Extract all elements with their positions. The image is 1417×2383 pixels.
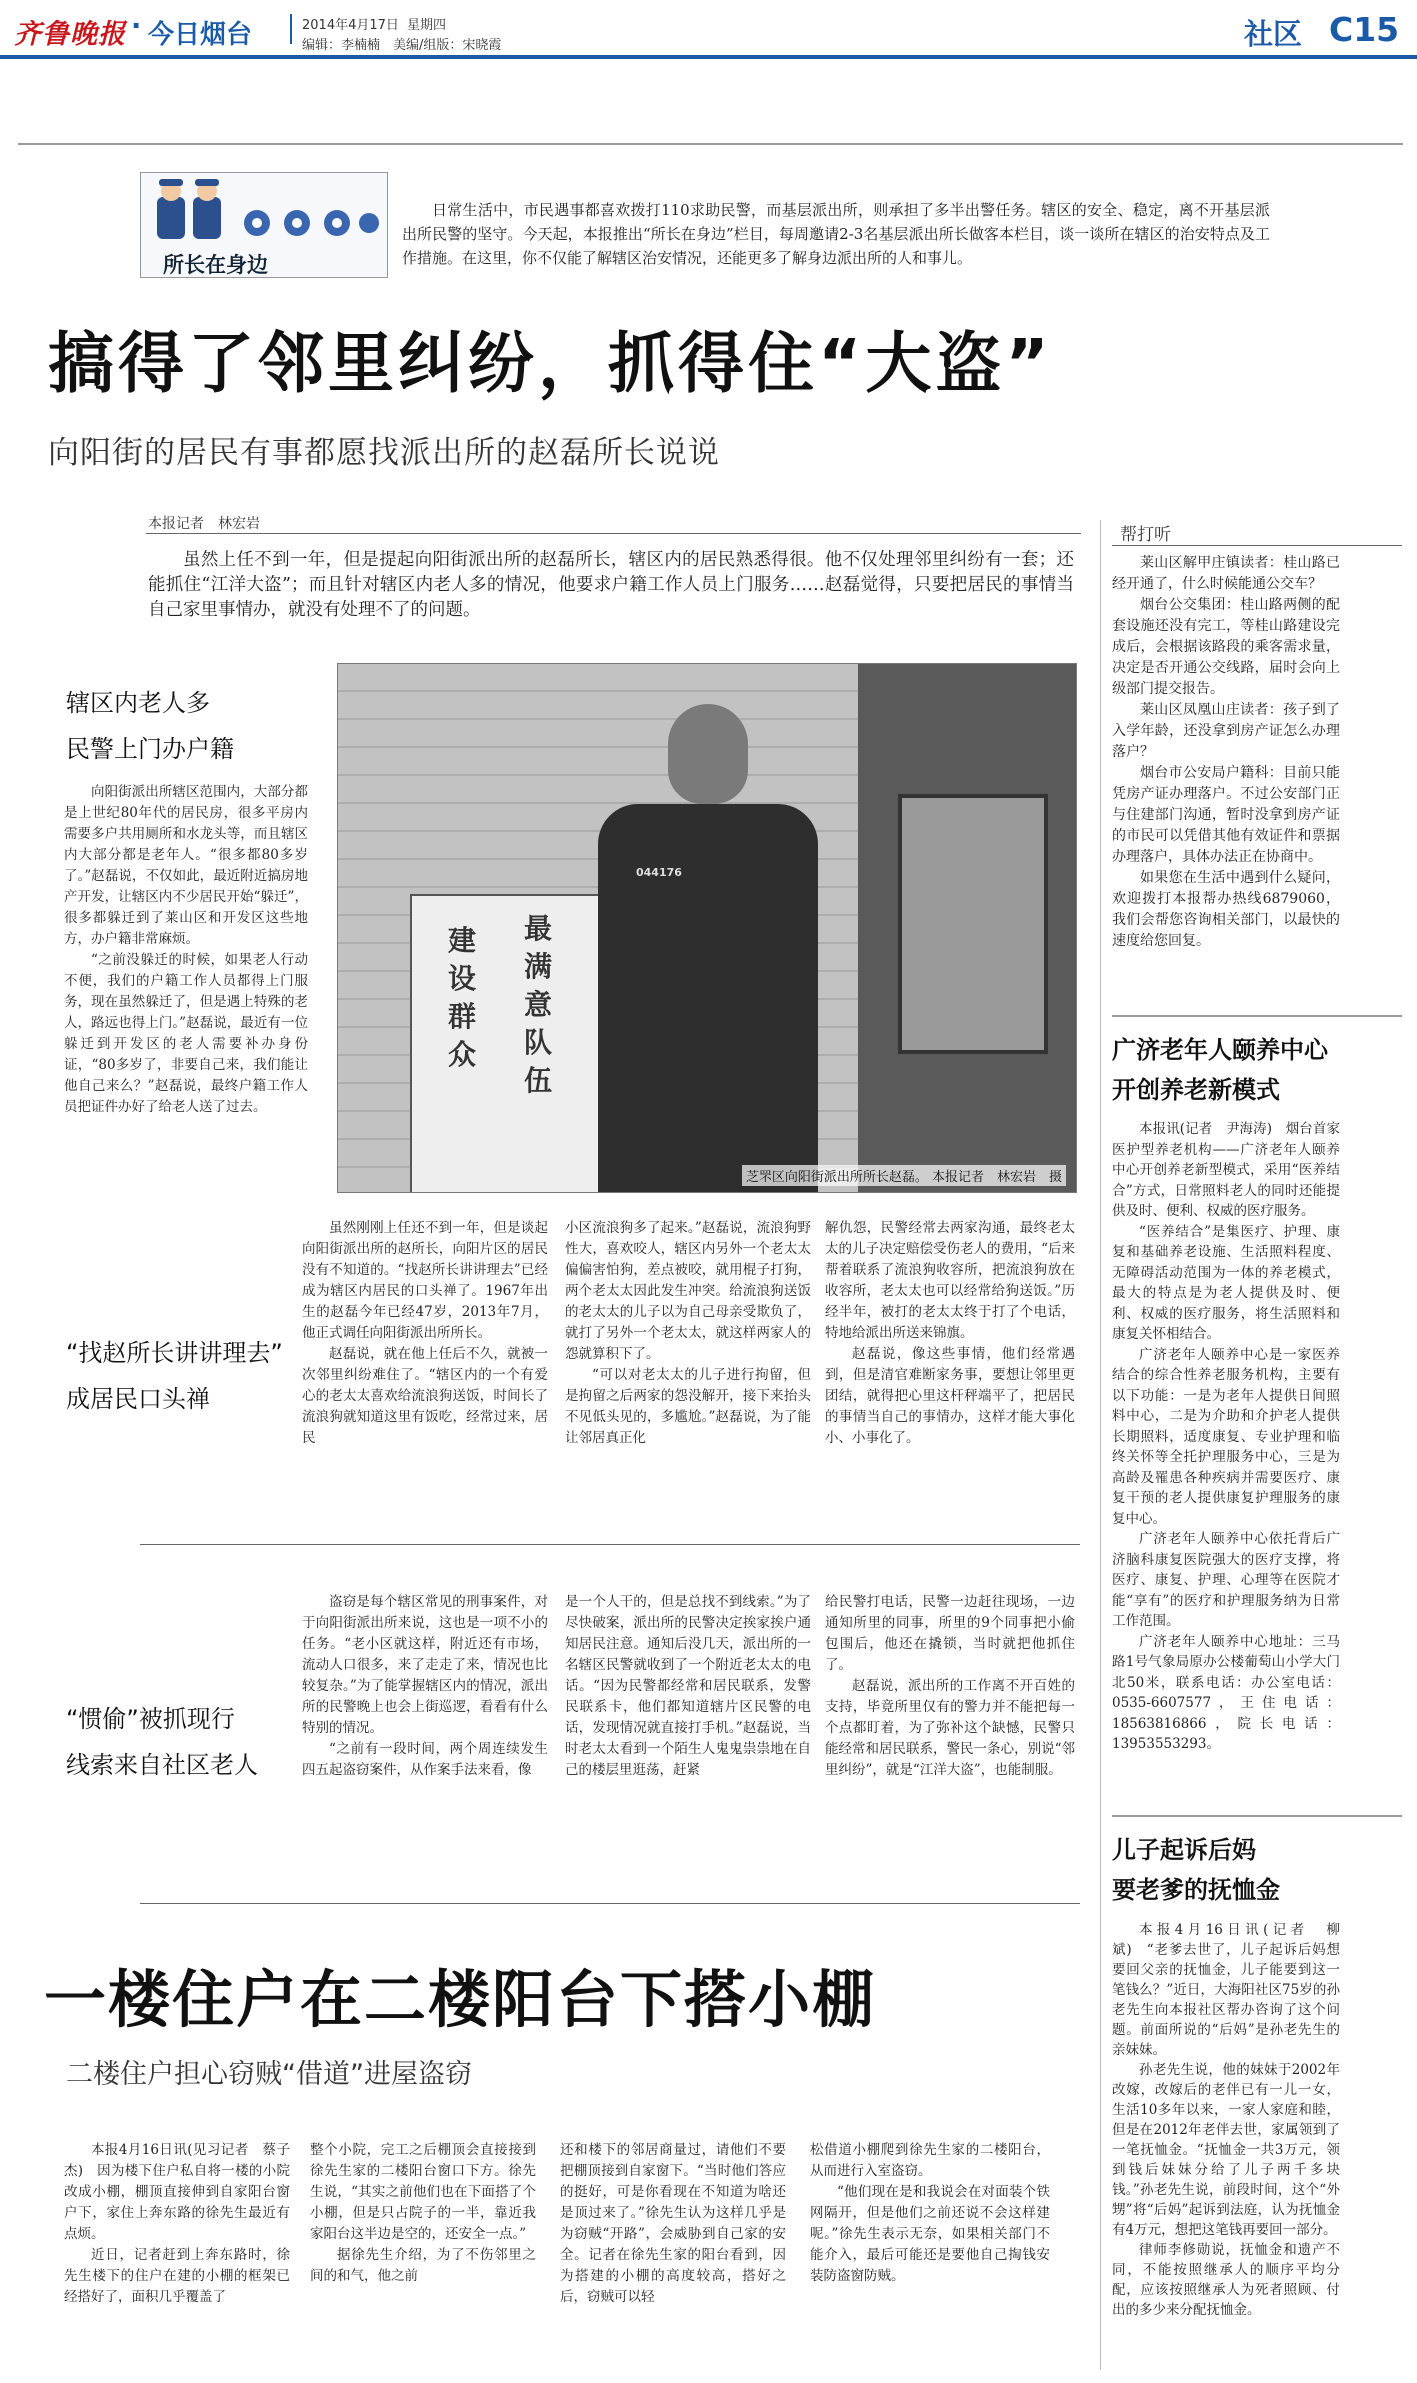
a1-s2-c1: 虽然刚刚上任还不到一年，但是谈起向阳街派出所的赵所长，向阳片区的居民没有不知道的。“找赵所长讲讲理去”已经成为辖区内居民的口头禅了。1967年出生的赵磊今年已经47岁，2013年7月，他正式调任向阳街派出所所长。 [302, 1220, 548, 1341]
police-figures-icon [149, 177, 381, 247]
a3-title [1112, 1030, 1328, 1110]
a3-title-line2: 开创养老新模式 [1112, 1076, 1280, 1104]
a1-s1-body [64, 782, 308, 1118]
a2-c7: “他们现在是和我说会在对面装个铁网隔开，但是他们之前还说不会这样建呢。”徐先生表示无奈，如果相关部门不能介入，最后可能还是要他自己掏钱安装防盗窗防贼。 [810, 2184, 1050, 2284]
section-brand: 今日烟台 [148, 20, 253, 50]
a1-head-rule [146, 533, 1081, 534]
a3-p4: 广济老年人颐养中心依托背后广济脑科康复医院强大的医疗支撑，将医疗、康复、护理、心理等在医院才能“享有”的医疗和护理服务纳为日常工作范围。 [1112, 1531, 1340, 1629]
a2-col3 [560, 2140, 786, 2308]
a1-s1-para2: “之前没躲迁的时候，如果老人行动不便，我们的户籍工作人员都得上门服务，现在虽然躲迁了，但是遇上特殊的老人，路远也得上门。”赵磊说，最近有一位躲迁到开发区的老人需要补办身份证，“80多岁了，非要自己来，我们能让他自己来么？”赵磊说，最终户籍工作人员把证件办好了给老人送了过去。 [64, 952, 308, 1115]
a4-title-line1: 儿子起诉后妈 [1112, 1836, 1256, 1864]
a4-top-rule [1112, 1815, 1402, 1817]
a4-p1: 本报4月16日讯(记者 柳斌) “老爹去世了，儿子起诉后妈想要回父亲的抚恤金，儿子能要到这一笔钱么？”近日，大海阳社区75岁的孙老先生向本报社区帮办咨询了这个问题。前面所说的“后妈”是孙老先生的亲妹妹。 [1112, 1922, 1340, 2058]
help-a1: 烟台公交集团：桂山路两侧的配套设施还没有完工，等桂山路建设完成后，会根据该路段的乘客需求量，决定是否开通公交线路，届时会向上级部门提交报告。 [1112, 597, 1340, 697]
a3-top-rule [1112, 1015, 1402, 1017]
a1-s1-heading [66, 680, 234, 772]
help-label-rule [1112, 545, 1402, 546]
a1-s2-c5: 解仇怨，民警经常去两家沟通，最终老太太的儿子决定赔偿受伤老人的费用，“后来帮着联系了流浪狗收容所，把流浪狗放在收容所，老太太也可以经常给狗送饭。”历经半年，被打的老太太终于打了个电话，特地给派出所送来锦旗。 [825, 1220, 1075, 1341]
a2-col2 [310, 2140, 536, 2287]
a2-c3: 整个小院，完工之后棚顶会直接接到徐先生家的二楼阳台窗口下方。徐先生说，“其实之前他们也在下面搭了个小棚，但是只占院子的一半，靠近我家阳台这半边是空的，还安全一点。” [310, 2142, 536, 2242]
a1-s3-bottom-rule [140, 1903, 1080, 1904]
a1-s3-heading [66, 1696, 258, 1788]
column-badge-box [140, 172, 388, 278]
a3-p2: “医养结合”是集医疗、护理、康复和基础养老设施、生活照料程度、无障碍活动范围为一体的养老模式，最大的特点是为老人提供及时、便利、权威的医疗服务，将生活照料和康复关怀相结合。 [1112, 1223, 1340, 1342]
a2-c5: 还和楼下的邻居商量过，请他们不要把棚顶接到自家窗下。“当时他们答应的挺好，可是你看现在不知道为啥还是顶过来了。”徐先生认为这样几乎是为窃贼“开路”，会威胁到自己家的安全。记者在徐先生家的阳台看到，因为搭建的小棚的高度较高，搭好之后，窃贼可以轻 [560, 2142, 786, 2305]
placard-text-left: 建设群众 [448, 924, 477, 1071]
page-number: C15 [1329, 10, 1400, 49]
a1-s2-col1 [302, 1218, 548, 1449]
placard-text-right: 最满意队伍 [524, 912, 553, 1097]
a1-s3-col2 [565, 1592, 811, 1781]
issue-date: 2014年4月17日 [302, 18, 399, 33]
a1-s1-para1: 向阳街派出所辖区范围内，大部分都是上世纪80年代的居民房，很多平房内需要多户共用厕所和水龙头等，而且辖区内大部分都是老年人。“很多都80多岁了。”赵磊说，不仅如此，最近附近搞房地产开发，让辖区内不少居民开始“躲迁”，很多都躲迁到了莱山区和开发区这些地方，办户籍非常麻烦。 [64, 784, 308, 947]
a1-s3-col1 [302, 1592, 548, 1781]
help-label: 帮打听 [1120, 525, 1171, 545]
help-q1: 莱山区解甲庄镇读者：桂山路已经开通了，什么时候能通公交车？ [1112, 555, 1340, 592]
officer-body [598, 804, 818, 1193]
a3-title-line1: 广济老年人颐养中心 [1112, 1036, 1328, 1064]
a1-photo-caption: 芝罘区向阳街派出所所长赵磊。 本报记者 林宏岩 摄 [742, 1165, 1066, 1186]
a1-byline: 本报记者 林宏岩 [148, 516, 260, 532]
a3-p5: 广济老年人颐养中心地址：三马路1号气象局原办公楼葡萄山小学大门北50米，联系电话：办公室电话：0535-6607577，王住电话：18563816866，院长电话：13953553293。 [1112, 1633, 1340, 1752]
a2-subtitle: 二楼住户担心窃贼“借道”进屋盗窃 [66, 2059, 472, 2090]
masthead-rule [0, 55, 1417, 59]
help-q2: 莱山区凤凰山庄读者：孩子到了入学年龄，还没拿到房产证怎么办理落户？ [1112, 702, 1340, 760]
a1-s2-col3 [825, 1218, 1075, 1449]
photo-placard [410, 894, 600, 1193]
a4-p2: 孙老先生说，他的妹妹于2002年改嫁，改嫁后的老伴已有一儿一女，生活10多年以来，一家人家庭和睦，但是在2012年老伴去世，家属领到了一笔抚恤金。“抚恤金一共3万元，领到钱后妹妹分给了儿子两千多块钱。”孙老先生说，前段时间，这个“外甥”将“后妈”起诉到法庭，认为抚恤金有4万元，想把这笔钱再要回一部分。 [1112, 2062, 1340, 2238]
a3-p1: 本报讯(记者 尹海涛) 烟台首家医护型养老机构——广济老年人颐养中心开创养老新型模式，采用“医养结合”方式，日常照料老人的同时还能提供及时、便利、权威的医疗服务。 [1112, 1121, 1340, 1219]
a4-body [1112, 1920, 1340, 2320]
a1-s3-c2: “之前有一段时间，两个周连续发生四五起盗窃案件，从作案手法来看，像 [302, 1741, 548, 1778]
a1-s3-heading-line2: 线索来自社区老人 [66, 1751, 258, 1779]
a1-s3-c5: 赵磊说，派出所的工作离不开百姓的支持，毕竟所里仅有的警力并不能把每一个点都盯着，为了弥补这个缺憾，民警只能经常和居民联系，警民一条心，别说“邻里纠纷”，就是“江洋大盗”，也能制服。 [825, 1678, 1075, 1778]
top-divider [18, 143, 1403, 145]
sidebar-divider [1100, 520, 1101, 2370]
help-a2: 烟台市公安局户籍科：目前只能凭房产证办理落户。不过公安部门正与住建部门沟通，暂时没拿到房产证的市民可以凭借其他有效证件和票据办理落户，具体办法正在协商中。 [1112, 765, 1340, 865]
column-intro: 日常生活中，市民遇事都喜欢拨打110求助民警，而基层派出所，则承担了多半出警任务。辖区的安全、稳定，离不开基层派出所民警的坚守。今天起，本报推出“所长在身边”栏目，每周邀请2-3名基层派出所长做客本栏目，谈一谈所在辖区的治安特点及工作措施。在这里，你不仅能了解辖区治安情况，还能更多了解身边派出所的人和事儿。 [402, 201, 1270, 267]
a4-title [1112, 1830, 1280, 1910]
brand-dot: · [131, 11, 142, 42]
a1-s3-heading-line1: “惯偷”被抓现行 [66, 1705, 235, 1733]
a1-s2-bottom-rule [140, 1544, 1080, 1545]
a4-p3: 律师李修勋说，抚恤金和遗产不同，不能按照继承人的顺序平均分配，应该按照继承人为死者照顾、付出的多少来分配抚恤金。 [1112, 2242, 1340, 2318]
a1-s2-c4: “可以对老太太的儿子进行拘留，但是拘留之后两家的怨没解开，接下来抬头不见低头见的，多尴尬。”赵磊说，为了能让邻居真正化 [565, 1367, 811, 1446]
a1-s3-c4: 给民警打电话，民警一边赶往现场，一边通知所里的同事，所里的9个同事把小偷包围后，他还在撬锁，当时就把他抓住了。 [825, 1594, 1075, 1673]
a1-s2-heading-line1: “找赵所长讲讲理去” [66, 1339, 283, 1367]
a1-s2-c6: 赵磊说，像这些事情，他们经常遇到，但是清官难断家务事，要想让邻里更团结，就得把心里这杆秤端平了，把居民的事情当自己的事情办，这样才能大事化小、小事化了。 [825, 1346, 1075, 1446]
a2-c1: 本报4月16日讯(见习记者 蔡子杰) 因为楼下住户私自将一楼的小院改成小棚，棚顶直接伸到自家阳台窗户下，家住上奔东路的徐先生最近有点烦。 [64, 2142, 290, 2242]
issue-weekday: 星期四 [407, 18, 447, 33]
photo-door-window [898, 794, 1048, 1054]
a2-col1 [64, 2140, 290, 2308]
a1-lead: 虽然上任不到一年，但是提起向阳街派出所的赵磊所长，辖区内的居民熟悉得很。他不仅处理邻里纠纷有一套；还能抓住“江洋大盗”；而且针对辖区内老人多的情况，他要求户籍工作人员上门服务……赵磊觉得，只要把居民的事情当自己家里事情办，就没有处理不了的问题。 [148, 550, 1074, 620]
help-hotline: 如果您在生活中遇到什么疑问，欢迎拨打本报帮办热线6879060，我们会帮您咨询相关部门，以最快的速度给您回复。 [1112, 870, 1340, 949]
a1-s3-c3: 是一个人干的，但是总找不到线索。”为了尽快破案，派出所的民警决定挨家挨户通知居民注意。通知后没几天，派出所的一名辖区民警就收到了一个附近老太太的电话。“因为民警都经常和居民联系，发警民联系卡，他们都知道辖片区民警的电话，发现情况就直接打手机。”赵磊说，当时老太太看到一个陌生人鬼鬼祟祟地在自己的楼层里逛荡，赶紧 [565, 1594, 811, 1778]
a1-s2-heading [66, 1330, 283, 1422]
a1-s1-heading-line2: 民警上门办户籍 [66, 735, 234, 763]
editors-line: 编辑：李楠楠 美编/组版：宋晓霞 [302, 38, 502, 53]
masthead [0, 0, 1417, 60]
column-badge-label: 所长在身边 [163, 253, 268, 277]
a2-col4 [810, 2140, 1050, 2287]
section-name: 社区 [1244, 17, 1303, 51]
officer-badge-number: 044176 [636, 866, 682, 879]
a1-photo [337, 663, 1077, 1193]
a2-c6: 松借道小棚爬到徐先生家的二楼阳台，从而进行入室盗窃。 [810, 2142, 1050, 2179]
masthead-divider [290, 14, 292, 44]
photo-officer [578, 694, 838, 1193]
a1-s2-c3: 小区流浪狗多了起来。”赵磊说，流浪狗野性大，喜欢咬人，辖区内另外一个老太太偏偏害怕狗，差点被咬，就用棍子打狗，两个老太太因此发生冲突。给流浪狗送饭的老太太的儿子以为自己母亲受欺负了，就打了另外一个老太太，就这样两家人的怨就算积下了。 [565, 1220, 811, 1362]
help-body [1112, 553, 1340, 952]
brand-logo: 齐鲁晚报 [14, 19, 126, 50]
a2-title: 一楼住户在二楼阳台下搭小棚 [44, 1963, 877, 2036]
a1-title: 搞得了邻里纠纷，抓得住“大盗” [48, 325, 1053, 402]
a1-s3-c1: 盗窃是每个辖区常见的刑事案件，对于向阳街派出所来说，这也是一项不小的任务。“老小区就这样，附近还有市场，流动人口很多，来了走走了来，情况也比较复杂。”为了能掌握辖区内的情况，派出所的民警晚上也会上街巡逻，看看有什么特别的情况。 [302, 1594, 548, 1736]
a2-c2: 近日，记者赶到上奔东路时，徐先生楼下的住户在建的小棚的框架已经搭好了，面积几乎覆盖了 [64, 2247, 290, 2305]
officer-head [668, 704, 748, 804]
a1-s2-c2: 赵磊说，就在他上任后不久，就被一次邻里纠纷难住了。“辖区内的一个有爱心的老太太喜欢给流浪狗送饭，时间长了流浪狗就知道这里有饭吃，经常过来，居民 [302, 1346, 548, 1446]
a3-body [1112, 1119, 1340, 1755]
a2-c4: 据徐先生介绍，为了不伤邻里之间的和气，他之前 [310, 2247, 536, 2284]
a1-s3-col3 [825, 1592, 1075, 1781]
a1-s2-col2 [565, 1218, 811, 1449]
a1-s1-heading-line1: 辖区内老人多 [66, 689, 210, 717]
a4-title-line2: 要老爹的抚恤金 [1112, 1876, 1280, 1904]
a1-subtitle: 向阳街的居民有事都愿找派出所的赵磊所长说说 [48, 435, 720, 471]
a3-p3: 广济老年人颐养中心是一家医养结合的综合性养老服务机构，主要有以下功能：一是为老年人提供日间照料中心，二是为介助和介护老人提供长期照料，适度康复、专业护理和临终关怀等全托护理服务中心，三是为高龄及罹患各种疾病并需要医疗、康复干预的老人提供康复护理服务的康复中心。 [1112, 1346, 1340, 1527]
a1-s2-heading-line2: 成居民口头禅 [66, 1385, 210, 1413]
